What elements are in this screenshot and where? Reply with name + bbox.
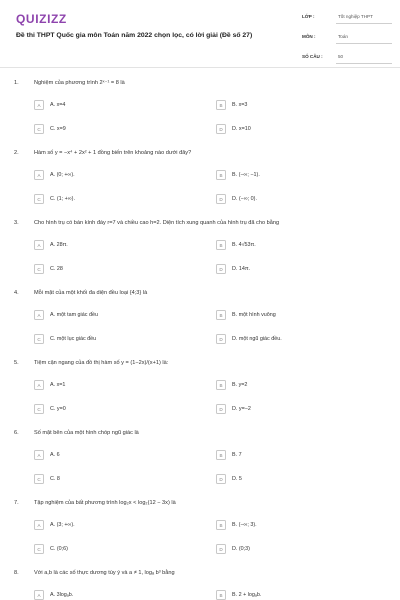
option-letter-box[interactable]: A [34,590,44,600]
meta-underline [336,43,392,44]
option-letter-box[interactable]: D [216,264,226,274]
option-letter-box[interactable]: B [216,100,226,110]
option-letter-box[interactable]: C [34,124,44,134]
option-text: B. 4√53π. [232,241,256,248]
option-letter-box[interactable]: C [34,264,44,274]
question-item [0,500,400,570]
option-text: B. (−∞; 3). [232,521,257,528]
meta-value: Toán [338,34,348,39]
question-text: Cho hình trụ có bán kính đáy r=7 và chiều cao h=2. Diện tích xung quanh của hình trụ đã cho bằng [34,220,280,226]
question-item [0,150,400,220]
option-text: D. một ngũ giác đều. [232,335,282,342]
question-number: 6. [14,430,19,436]
option-text: A. một tam giác đều [50,311,98,318]
option-letter-box[interactable]: D [216,474,226,484]
option-text: D. 5 [232,475,242,482]
option-text: A. x=4 [50,101,66,108]
option-text: C. 28 [50,265,63,272]
option-letter-box[interactable]: B [216,380,226,390]
question-text: Tập nghiệm của bất phương trình log₂x < log₂(12 − 3x) là [34,500,176,506]
question-item [0,570,400,600]
option-text: B. một hình vuông [232,311,276,318]
option-letter-box[interactable]: D [216,194,226,204]
question-item [0,80,400,150]
option-text: B. y=2 [232,381,248,388]
option-text: B. 7 [232,451,242,458]
option-letter-box[interactable]: D [216,124,226,134]
question-text: Hàm số y = −x⁴ + 2x² + 1 đồng biến trên khoảng nào dưới đây? [34,150,192,156]
option-letter-box[interactable]: A [34,100,44,110]
meta-label: LỚP : [302,14,315,19]
header-divider [0,67,400,68]
meta-underline [336,23,392,24]
worksheet-header [0,0,400,66]
question-text: Tiệm cận ngang của đồ thị hàm số y = (1−2x)/(x+1) là: [34,360,169,366]
option-text: D. (0;3) [232,545,250,552]
option-letter-box[interactable]: C [34,474,44,484]
option-text: C. (0;6) [50,545,68,552]
option-letter-box[interactable]: C [34,544,44,554]
question-number: 4. [14,290,19,296]
meta-label: SỐ CÂU : [302,54,323,59]
meta-value: Tốt nghiệp THPT [338,14,373,19]
option-letter-box[interactable]: B [216,450,226,460]
question-number: 8. [14,570,19,576]
option-letter-box[interactable]: D [216,544,226,554]
option-letter-box[interactable]: B [216,240,226,250]
option-letter-box[interactable]: A [34,240,44,250]
option-text: A. 6 [50,451,60,458]
option-letter-box[interactable]: C [34,194,44,204]
question-item [0,220,400,290]
option-text: B. (−∞; −1). [232,171,260,178]
option-letter-box[interactable]: C [34,404,44,414]
option-text: A. 3logₐb. [50,591,74,598]
question-text: Nghiệm của phương trình 2ˣ⁻¹ = 8 là [34,80,125,86]
option-text: D. (−∞; 0). [232,195,257,202]
question-text: Số mặt bên của một hình chóp ngũ giác là [34,430,139,436]
option-letter-box[interactable]: B [216,520,226,530]
quizizz-logo: QUIZIZZ [16,12,67,26]
option-letter-box[interactable]: A [34,380,44,390]
meta-value: 50 [338,54,344,59]
question-number: 1. [14,80,19,86]
option-text: C. (1; +∞). [50,195,75,202]
question-item [0,290,400,360]
option-letter-box[interactable]: D [216,334,226,344]
option-text: D. x=10 [232,125,251,132]
option-text: D. y=−2 [232,405,251,412]
option-letter-box[interactable]: C [34,334,44,344]
meta-label: MÔN : [302,34,316,39]
option-letter-box[interactable]: A [34,450,44,460]
option-letter-box[interactable]: B [216,310,226,320]
option-text: B. 2 + logₐb. [232,591,262,598]
worksheet-title: Đề thi THPT Quốc gia môn Toán năm 2022 chọn lọc, có lời giải (Đề số 27) [16,32,253,39]
option-text: C. một lục giác đều [50,335,97,342]
meta-row-count [302,54,392,65]
option-letter-box[interactable]: A [34,310,44,320]
option-text: C. 8 [50,475,60,482]
option-letter-box[interactable]: A [34,170,44,180]
question-item [0,360,400,430]
question-text: Mỗi mặt của một khối đa diện đều loại {4;3} là [34,290,148,296]
option-text: A. x=1 [50,381,66,388]
option-letter-box[interactable]: A [34,520,44,530]
meta-row-subject [302,34,392,45]
question-number: 2. [14,150,19,156]
question-number: 5. [14,360,19,366]
option-text: D. 14π. [232,265,251,272]
question-number: 7. [14,500,19,506]
worksheet-meta [302,14,392,74]
option-text: B. x=3 [232,101,248,108]
option-text: A. 28π. [50,241,68,248]
option-letter-box[interactable]: B [216,170,226,180]
option-text: A. (3; +∞). [50,521,75,528]
question-text: Với a,b là các số thực dương tùy ý và a ≠ 1, logₐ b³ bằng [34,570,175,576]
option-text: A. (0; +∞). [50,171,75,178]
meta-row-class [302,14,392,25]
option-letter-box[interactable]: D [216,404,226,414]
meta-underline [336,63,392,64]
question-item [0,430,400,500]
option-text: C. y=0 [50,405,66,412]
option-text: C. x=9 [50,125,66,132]
question-number: 3. [14,220,19,226]
option-letter-box[interactable]: B [216,590,226,600]
